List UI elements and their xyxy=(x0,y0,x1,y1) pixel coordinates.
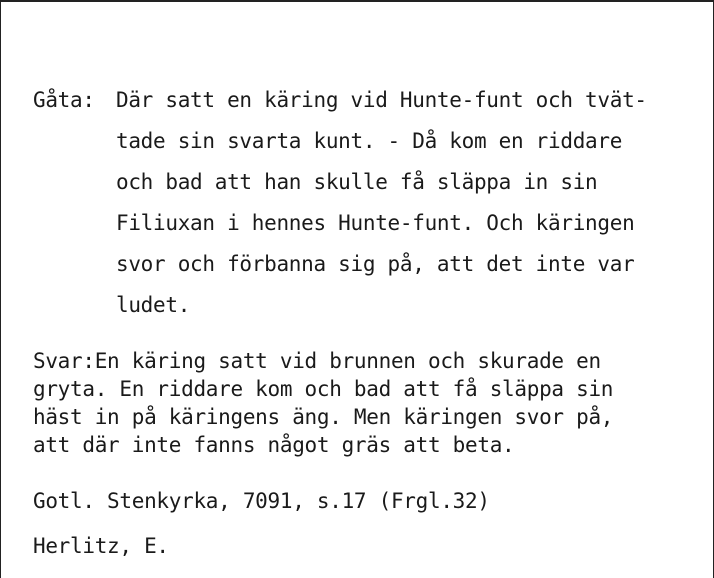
answer-line: Svar:En käring satt vid brunnen och skurade en xyxy=(33,349,601,373)
riddle-line: Där satt en käring vid Hunte-funt och tvät- xyxy=(116,88,647,112)
riddle-line: ludet. xyxy=(116,293,191,317)
answer-line: att där inte fanns något gräs att beta. xyxy=(33,433,515,457)
riddle-line: Filiuxan i hennes Hunte-funt. Och käringen xyxy=(116,211,635,235)
riddle-label: Gåta: xyxy=(33,88,95,112)
answer-line: häst in på käringens äng. Men käringen svor på, xyxy=(33,405,614,429)
source-reference: Gotl. Stenkyrka, 7091, s.17 (Frgl.32) xyxy=(33,489,490,513)
riddle-line: svor och förbanna sig på, att det inte var xyxy=(116,252,635,276)
collector-name: Herlitz, E. xyxy=(33,534,169,558)
riddle-line: tade sin svarta kunt. - Då kom en riddare xyxy=(116,129,623,153)
answer-line: gryta. En riddare kom och bad att få släppa sin xyxy=(33,377,614,401)
riddle-line: och bad att han skulle få släppa in sin xyxy=(116,170,598,194)
